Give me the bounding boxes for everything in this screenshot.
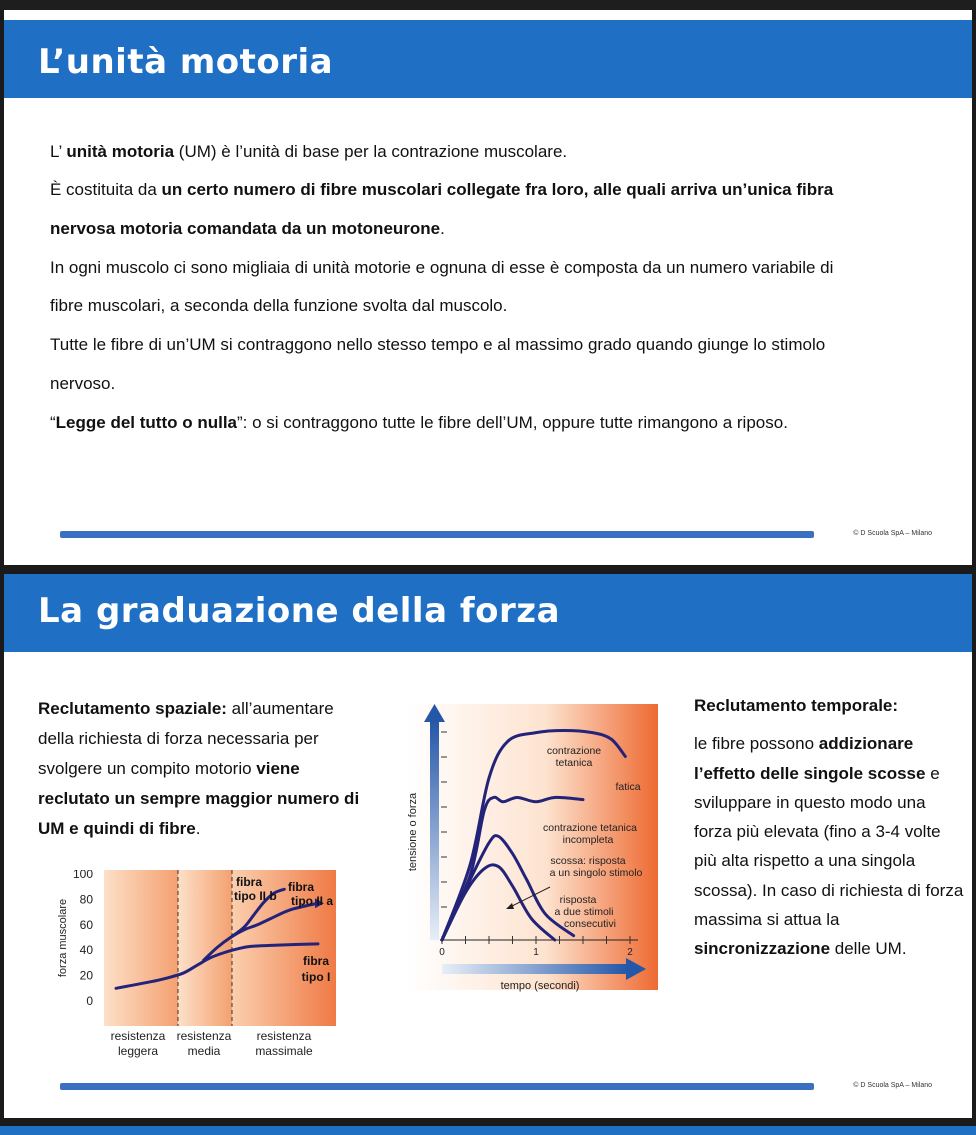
slide-title: L’unità motoria [38, 42, 334, 82]
label-tipo-i: tipo I [301, 970, 331, 984]
x-category-label: resistenza [176, 1029, 232, 1043]
label-fatica: fatica [615, 781, 641, 793]
label-tetanica-incompleta: incompleta [562, 834, 614, 846]
x-axis-label: tempo (secondi) [500, 980, 580, 992]
zone-media [178, 870, 232, 1026]
footer-bar [60, 531, 814, 538]
zone-leggera [104, 870, 178, 1026]
x-axis-arrow [442, 964, 628, 974]
y-tick-label: 60 [79, 917, 93, 932]
slide-unita-motoria [4, 10, 972, 565]
paragraph-composition-cont: nervosa motoria comandata da un motoneurone. [50, 219, 445, 238]
fiber-recruitment-chart [48, 870, 348, 1062]
label-scossa-singola: a un singolo stimolo [549, 867, 643, 879]
paragraph-muscles: In ogni muscolo ci sono migliaia di unità motorie e ognuna di esse è composta da un numero variabile di [50, 258, 834, 277]
y-axis-label: forza muscolare [57, 898, 69, 978]
x-category-label: leggera [117, 1044, 159, 1058]
top-frame-bar [0, 0, 976, 10]
paragraph-contraction-cont: nervoso. [50, 374, 116, 393]
x-category-label: resistenza [256, 1029, 312, 1043]
copyright: © D Scuola SpA – Milano [853, 530, 932, 537]
x-category-label: media [187, 1044, 221, 1058]
copyright: © D Scuola SpA – Milano [853, 1082, 932, 1089]
paragraph-contraction: Tutte le fibre di un’UM si contraggono nello stesso tempo e al massimo grado quando giunge lo stimolo [50, 335, 826, 354]
paragraph-definition: L’ unità motoria (UM) è l’unità di base per la contrazione muscolare. [50, 142, 568, 161]
label-tipo-iia: tipo II a [291, 894, 333, 908]
x-tick-label: 2 [627, 947, 633, 958]
label-tipo-iib: tipo II b [234, 889, 277, 903]
label-contrazione-tetanica: tetanica [555, 757, 593, 769]
y-tick-label: 20 [79, 968, 93, 983]
x-category-label: massimale [255, 1044, 313, 1058]
y-axis-label: tensione o forza [407, 792, 419, 872]
reclutamento-spaziale-text: Reclutamento spaziale: all’aumentare della richiesta di forza necessaria per svolgere un compito motorio viene reclutato un sempre maggior numero di UM e quindi di fibre. [38, 699, 360, 838]
paragraph-muscles-cont: fibre muscolari, a seconda della funzione svolta dal muscolo. [50, 296, 508, 315]
label-tipo-iia: fibra [287, 880, 315, 894]
label-doppio-stimolo: consecutivi [564, 918, 616, 930]
slide-title: La graduazione della forza [38, 591, 561, 631]
footer-bar [60, 1083, 814, 1090]
label-doppio-stimolo: a due stimoli [554, 906, 614, 918]
label-tipo-i: fibra [302, 954, 330, 968]
x-tick-label: 1 [533, 947, 539, 958]
y-axis-arrow [430, 720, 439, 940]
label-doppio-stimolo: risposta [559, 894, 597, 906]
x-tick-label: 0 [439, 947, 445, 958]
x-category-label: resistenza [110, 1029, 166, 1043]
next-slide-header-strip [0, 1126, 976, 1135]
label-tetanica-incompleta: contrazione tetanica [543, 822, 637, 834]
paragraph-all-or-nothing: “Legge del tutto o nulla”: o si contraggono tutte le fibre dell’UM, oppure tutte rimangono a riposo. [50, 413, 788, 432]
y-tick-label: 0 [86, 994, 93, 1008]
slide-header [4, 574, 972, 652]
label-scossa-singola: scossa: risposta [550, 855, 626, 867]
reclutamento-temporale-text: Reclutamento temporale: le fibre possono addizionare l’effetto delle singole scosse e sviluppare in questo modo una forza più elevata (fino a 3-4 volte più alta rispetto a una singola scossa). In caso di richiesta di forza massima si attua la sincronizzazione delle UM. [694, 696, 964, 959]
label-contrazione-tetanica: contrazione [546, 745, 602, 757]
slide-header [4, 20, 972, 98]
y-tick-label: 80 [79, 892, 93, 907]
y-tick-label: 100 [72, 870, 93, 881]
tetanus-chart [400, 702, 662, 994]
y-tick-label: 40 [79, 943, 93, 958]
slide-graduazione-forza [4, 574, 972, 1118]
label-tipo-iib: fibra [236, 875, 263, 889]
paragraph-composition: È costituita da un certo numero di fibre muscolari collegate fra loro, alle quali arriva un’unica fibra [50, 180, 834, 199]
